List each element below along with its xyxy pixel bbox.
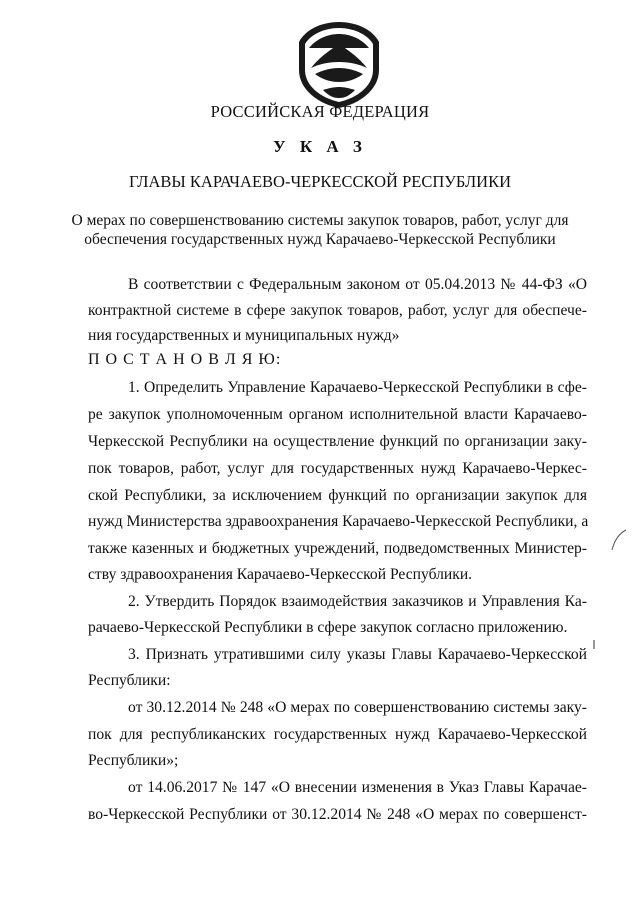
margin-tick-mark bbox=[593, 640, 595, 649]
body-line: пок для республиканских государственных нужд Карачаево-Черкесской bbox=[88, 726, 587, 743]
body-line: также казенных и бюджетных учреждений, подведомственных Министер- bbox=[88, 540, 587, 557]
body-line: В соответствии с Федеральным законом от 05.04.2013 № 44-ФЗ «О bbox=[128, 276, 587, 293]
body-line: ре закупок уполномоченным органом исполнительной власти Карачаево- bbox=[88, 406, 587, 423]
body-line: 1. Определить Управление Карачаево-Черкесской Республики в сфе- bbox=[128, 379, 587, 396]
subtitle-line: О мерах по совершенствованию системы закупок товаров, работ, услуг для bbox=[71, 212, 569, 229]
body-line: от 14.06.2017 № 147 «О внесении изменения в Указ Главы Карачае- bbox=[128, 779, 587, 796]
body-line: от 30.12.2014 № 248 «О мерах по совершенствованию системы заку- bbox=[128, 699, 587, 716]
body-line: нужд Министерства здравоохранения Карачаево-Черкесской Республики, а bbox=[88, 513, 589, 530]
subtitle-line: обеспечения государственных нужд Карачаево-Черкесской Республики bbox=[84, 231, 556, 248]
body-line: ству здравоохранения Карачаево-Черкесской Республики. bbox=[88, 566, 473, 583]
body-line: 3. Признать утратившими силу указы Главы Карачаево-Черкесской bbox=[128, 646, 587, 663]
body-line: ния государственных и муниципальных нужд» bbox=[88, 327, 400, 344]
document-type-heading: У К А З bbox=[273, 137, 367, 156]
body-line: Республики»; bbox=[88, 752, 179, 769]
body-line: во-Черкесской Республики от 30.12.2014 № 248 «О мерах по совершенст- bbox=[88, 806, 587, 823]
body-line: контрактной системе в сфере закупок товаров, работ, услуг для обеспече- bbox=[88, 302, 587, 319]
body-line: рачаево-Черкесской Республики в сфере закупок согласно приложению. bbox=[88, 619, 568, 636]
issuer-heading: ГЛАВЫ КАРАЧАЕВО-ЧЕРКЕССКОЙ РЕСПУБЛИКИ bbox=[128, 172, 512, 191]
coat-of-arms-icon bbox=[293, 18, 385, 110]
country-heading: РОССИЙСКАЯ ФЕДЕРАЦИЯ bbox=[210, 102, 430, 121]
decree-word: П О С Т А Н О В Л Я Ю: bbox=[88, 351, 282, 368]
margin-pen-mark bbox=[610, 528, 630, 552]
document-subtitle bbox=[0, 211, 640, 249]
body-line: 2. Утвердить Порядок взаимодействия заказчиков и Управления Ка- bbox=[128, 593, 587, 610]
body-line: ской Республики, за исключением функций по организации закупок для bbox=[88, 487, 587, 504]
body-line: пок товаров, работ, услуг для государственных нужд Карачаево-Черкес- bbox=[88, 460, 587, 477]
body-line: Черкесской Республики на осуществление функций по организации заку- bbox=[88, 433, 587, 450]
body-line: Республики: bbox=[88, 672, 171, 689]
